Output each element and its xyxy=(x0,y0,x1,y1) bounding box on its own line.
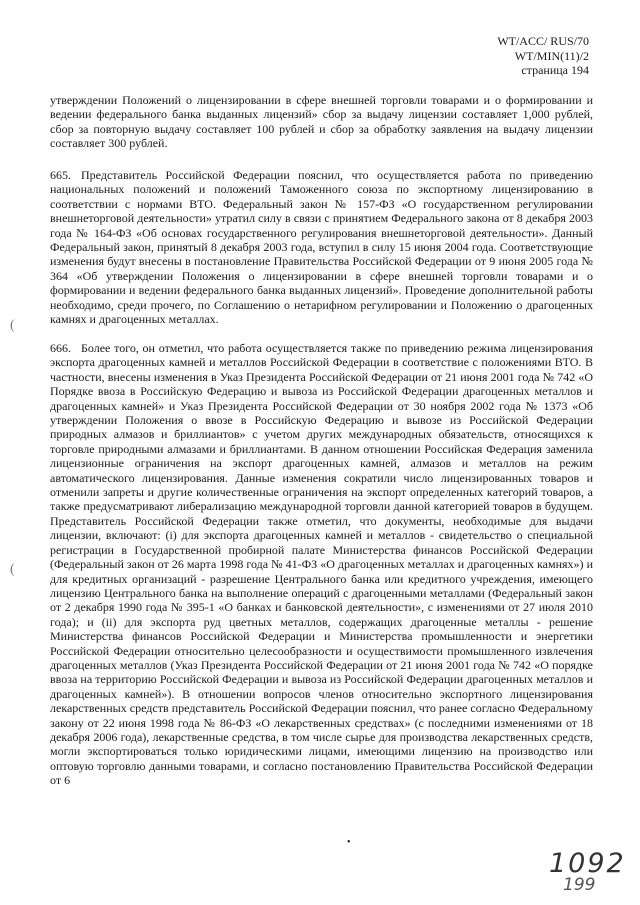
punch-dot: • xyxy=(347,837,351,848)
margin-bracket-mark: ( xyxy=(10,562,15,577)
document-symbol: WT/ACC/ RUS/70 xyxy=(497,34,589,48)
paragraph-text: Более того, он отметил, что работа осуществляется также по приведению режима лицензирования экспорта драгоценных камней и металлов Российской Федерации в соответствие с положениями ВТО. В частности, внесены изменения в Указ Президента Российской Федерации от 21 июня 2001 года № 742 «О Порядке ввоза в Российскую Федерацию и вывоза из Российской Федерации драгоценных металлов и драгоценных камней» и Указ Президента Российской Федерации от 30 ноября 2002 года № 1373 «Об утверждении Положения о ввозе в Российскую Федерацию и вывозе из Российской Федерации природных алмазов и бриллиантов» с учетом других международных обязательств, относящихся к торговле природными алмазами и бриллиантами. В данном отношении Российская Федерация заменила лицензионные ограничения на экспорт драгоценных камней, алмазов и металлов на режим автоматического лицензирования. Данные изменения сократили число лицензированных товаров и отменили запреты и другие количественные ограничения на экспорт определенных категорий товаров, а также предусматривают либерализацию международной торговли данной категорией товаров в будущем. Представитель Российской Федерации также отметил, что документы, необходимые для выдачи лицензии, включают: (i) для экспорта драгоценных камней и металлов - свидетельство о специальной регистрации в Государственной пробирной палате Министерства финансов Российской Федерации (Федеральный закон от 26 марта 1998 года № 41-ФЗ «О драгоценных металлах и драгоценных камнях») и для кредитных организаций - разрешение Центрального банка или кредитного учреждения, имеющего лицензию Центрального банка на выполнение операций с драгоценными металлами (Федеральный закон от 2 декабря 1990 года № 395-1 «О банках и банковской деятельности», с изменениями от 27 июля 2010 года); и (ii) для экспорта руд цветных металлов, содержащих драгоценные металлы - решение Министерства финансов Российской Федерации и Министерства промышленности и энергетики Российской Федерации относительно целесообразности и осуществимости промышленного извлечения драгоценных металлов (Указ Президента Российской Федерации от 21 июня 2001 года № 742 «О порядке ввоза на территорию Российской Федерации и вывоза из Российской Федерации драгоценных металлов и драгоценных камней»). В отношении вопросов членов относительно экспортного лицензирования лекарственных средств представитель Российской Федерации пояснил, что ранее согласно Федеральному закону от 22 июня 1998 года № 86-ФЗ «О лекарственных средствах» (с последними изменениями от 18 декабря 2006 года), лекарственные средства, в том числе сырье для производства лекарственных средств, могли экспортироваться только юридическими лицами, имеющими лицензию на производство или оптовую торговлю данными товарами, и согласно постановлению Правительства Российской Федерации от 6 xyxy=(50,341,593,788)
handwritten-page-mark: 1092 xyxy=(549,848,626,879)
paragraph-665 xyxy=(50,168,593,326)
margin-bracket-mark: ( xyxy=(10,318,15,333)
paragraph-text: Представитель Российской Федерации пояснил, что осуществляется работа по приведению национальных положений и положений Таможенного союза по экспортному лицензированию в соответствии с нормами ВТО. Федеральный закон № 157-ФЗ «О государственном регулировании внешнеторговой деятельности» утратил силу в связи с принятием Федерального закона от 8 декабря 2003 года № 164-ФЗ «Об основах государственного регулирования внешнеторговой деятельности». Данный Федеральный закон, принятый 8 декабря 2003 года, вступил в силу 15 июня 2004 года. Соответствующие изменения будут внесены в постановление Правительства Российской Федерации от 9 июня 2005 года № 364 «Об утверждении Положения о лицензировании в сфере внешней торговли товарами и о формировании и ведении федерального банка выданных лицензий». Проведение дополнительной работы необходимо, среди прочего, по Соглашению о нетарифном регулировании и Положению о драгоценных камнях и драгоценных металлах. xyxy=(50,168,593,327)
document-header xyxy=(497,34,589,78)
paragraph-number: 665. xyxy=(50,168,71,182)
paragraph-text: утверждении Положений о лицензировании в сфере внешней торговли товарами и о формировании и ведении федерального банка выданных лицензий» сбор за выдачу лицензии составляет 1,000 рублей, сбор за повторную выдачу составляет 100 рублей и сбор за обработку заявления на выдачу лицензии составляет 300 рублей. xyxy=(50,93,593,151)
page-number: страница 194 xyxy=(521,63,589,77)
paragraph-continuation xyxy=(50,93,593,151)
handwritten-page-mark-secondary: 199 xyxy=(563,875,596,895)
paragraph-666 xyxy=(50,341,593,788)
paragraph-number: 666. xyxy=(50,341,71,355)
document-symbol-secondary: WT/MIN(11)/2 xyxy=(514,48,589,63)
